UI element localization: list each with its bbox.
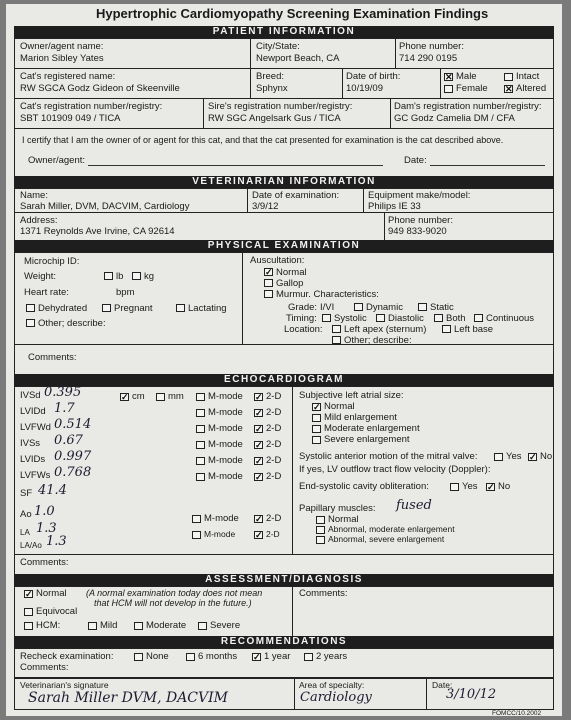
recheck-label: Recheck examination: [20,651,114,662]
pregnant-checkbox[interactable] [102,304,111,312]
lactating-checkbox[interactable] [176,304,185,312]
vet-header: VETERINARIAN INFORMATION [14,176,554,188]
vet-address-label: Address: [20,215,58,226]
echo-row-value: 0.768 [54,465,92,480]
physical-comments-label: Comments: [28,352,77,363]
severe-label: Severe [210,620,241,631]
twod-checkbox[interactable]: ✓ [255,408,263,418]
continuous-checkbox[interactable] [474,314,483,322]
breed-label: Breed: [256,71,284,82]
sam-yes-checkbox[interactable] [494,453,503,461]
la-option-label: Severe enlargement [324,434,410,445]
echo-row-value: 0.67 [54,433,83,448]
diastolic-checkbox[interactable] [376,314,385,322]
static-label: Static [430,302,454,313]
owner-phone-value: 714 290 0195 [399,53,458,64]
murmur-checkbox[interactable] [264,290,273,298]
left-apex-checkbox[interactable] [332,325,341,333]
mmode-checkbox[interactable] [196,473,205,481]
exam-date-label: Date of examination: [252,190,340,201]
normal-auscultation-label: Normal [276,267,307,278]
city-value: Newport Beach, CA [256,53,340,64]
recheck-2years-label: 2 years [316,651,348,662]
echo-row-label: SF [20,488,33,499]
twod-label: 2-D [266,391,282,402]
mild-checkbox[interactable] [88,622,97,630]
diastolic-label: Diastolic [388,313,424,324]
owner-value: Marion Sibley Yates [20,53,104,64]
female-checkbox[interactable] [444,85,453,93]
recheck-1year-label: 1 year [264,651,291,662]
twod-checkbox[interactable]: ✓ [255,530,263,540]
mmode-label: M-mode [208,471,243,482]
hcm-label: HCM: [36,620,61,631]
esco-no-checkbox[interactable]: ✓ [487,482,495,492]
mmode-label: M-mode [208,407,243,418]
equivocal-label: Equivocal [36,606,78,617]
normal-auscultation-checkbox[interactable]: ✓ [265,267,273,277]
twod-label: 2-D [266,455,282,466]
intact-label: Intact [516,71,540,82]
mmode-checkbox[interactable] [196,393,205,401]
form-title: Hypertrophic Cardiomyopathy Screening Examination Findings [96,6,489,21]
echo-row-value: 0.997 [54,449,92,464]
grade-label: Grade: [288,302,318,313]
esco-no-label: No [498,481,511,492]
left-apex-label: Left apex (sternum) [344,324,427,335]
severe-checkbox[interactable] [198,622,207,630]
mmode-checkbox[interactable] [196,441,205,449]
murmur-label: Murmur. Characteristics: [276,289,379,300]
sam-yes-label: Yes [506,451,522,462]
mmode-checkbox[interactable] [196,457,205,465]
twod-label: 2-D [266,407,282,418]
owner-label: Owner/agent name: [20,41,104,52]
mmode-label: M-mode [204,529,236,539]
owner-phone-label: Phone number: [399,41,464,52]
normal-diagnosis-label: Normal [36,588,67,599]
pap-moderate-checkbox[interactable] [316,526,325,534]
twod-checkbox[interactable]: ✓ [255,424,263,434]
static-checkbox[interactable] [418,303,427,311]
bpm-label: bpm [116,287,135,298]
papillary-note: fused [396,498,432,513]
normal-note-line2: that HCM will not develop in the future.) [94,598,252,608]
location-label: Location: [284,324,323,335]
echo-row-value: 41.4 [38,483,67,498]
vet-address-value: 1371 Reynolds Ave Irvine, CA 92614 [20,226,175,237]
vet-phone-label: Phone number: [388,215,453,226]
twod-label: 2-D [266,513,282,524]
twod-label: 2-D [266,529,280,539]
recommendations-header: RECOMMENDATIONS [14,636,554,648]
dehydrated-label: Dehydrated [38,303,88,314]
moderate-checkbox[interactable] [134,622,143,630]
vet-name-label: Name: [20,190,48,201]
moderate-label: Moderate [146,620,187,631]
male-checkbox[interactable]: ✕ [445,72,453,82]
pap-normal-checkbox[interactable] [316,516,325,524]
lb-checkbox[interactable] [104,272,113,280]
intact-checkbox[interactable] [504,73,513,81]
mmode-label: M-mode [208,391,243,402]
la-severe-checkbox[interactable] [312,436,321,444]
registration-label: Cat's registration number/registry: [20,101,163,112]
vet-signature[interactable]: Sarah Miller DVM, DACVIM [28,690,228,706]
echo-row-label: LA/Ao [20,541,42,550]
recheck-1year-checkbox[interactable]: ✓ [253,652,261,662]
mmode-label: M-mode [208,439,243,450]
pap-option-label: Abnormal, severe enlargement [328,534,445,544]
breed-value: Sphynx [256,83,288,94]
sam-no-label: No [540,451,553,462]
twod-checkbox[interactable]: ✓ [255,456,263,466]
papillary-label: Papillary muscles: [299,503,376,514]
mmode-label: M-mode [208,423,243,434]
lactating-label: Lactating [188,303,227,314]
echo-comments-label: Comments: [20,557,69,568]
echo-row-label: Ao [20,509,32,520]
cm-checkbox[interactable]: ✓ [121,392,129,402]
gallop-checkbox[interactable] [264,279,273,287]
mmode-label: M-mode [204,513,239,524]
gallop-label: Gallop [276,278,304,289]
twod-checkbox[interactable]: ✓ [255,514,263,524]
grade-value: I/VI [320,302,335,313]
timing-label: Timing: [286,313,317,324]
recheck-none-checkbox[interactable] [134,653,143,661]
sam-label: Systolic anterior motion of the mitral valve: [299,451,478,462]
owner-signature-label: Owner/agent: [28,155,86,166]
owner-signature-line[interactable] [88,165,383,166]
weight-label: Weight: [24,271,57,282]
certification-text: I certify that I am the owner of or agent for this cat, and that the cat presented for examination is the cat described above. [22,135,504,145]
dynamic-checkbox[interactable] [354,303,363,311]
mm-label: mm [168,391,184,402]
mmode-checkbox[interactable] [196,409,205,417]
cat-name-value: RW SGCA Godz Gideon of Skeenville [20,83,180,94]
kg-label: kg [144,271,155,282]
patient-header: PATIENT INFORMATION [14,26,554,38]
female-label: Female [456,83,488,94]
assessment-comments-label: Comments: [299,588,348,599]
left-base-label: Left base [454,324,494,335]
altered-checkbox[interactable]: ✕ [505,84,513,94]
pregnant-label: Pregnant [114,303,153,314]
mmode-checkbox[interactable] [192,515,201,523]
mmode-checkbox[interactable] [196,425,205,433]
systolic-label: Systolic [334,313,367,324]
echo-row-value: 1.0 [34,504,55,519]
la-size-label: Subjective left atrial size: [299,390,404,401]
echo-row-label: LA [20,528,30,537]
microchip-label: Microchip ID: [24,256,80,267]
sire-value: RW SGC Angelsark Gus / TICA [208,113,341,124]
physical-header: PHYSICAL EXAMINATION [14,240,554,252]
heart-rate-label: Heart rate: [24,287,69,298]
owner-date-label: Date: [404,155,427,166]
mild-label: Mild [100,620,118,631]
vet-signature-label: Veterinarian's signature [20,680,109,690]
dynamic-label: Dynamic [366,302,403,313]
la-mild-checkbox[interactable] [312,414,321,422]
la-option-label: Moderate enlargement [324,423,420,434]
pap-option-label: Normal [328,514,359,525]
sire-label: Sire's registration number/registry: [208,101,353,112]
kg-checkbox[interactable] [132,272,141,280]
hcm-checkbox[interactable] [24,622,33,630]
other-location-label: Other; describe: [344,335,412,346]
esco-label: End-systolic cavity obliteration: [299,481,429,492]
twod-checkbox[interactable]: ✓ [255,440,263,450]
signature-date-label: Date: [432,680,453,690]
equivocal-checkbox[interactable] [24,608,33,616]
specialty-label: Area of specialty: [299,680,365,690]
recheck-6months-label: 6 months [198,651,238,662]
signature-date-value: 3/10/12 [446,687,497,702]
altered-label: Altered [516,83,547,94]
twod-label: 2-D [266,439,282,450]
specialty-value: Cardiology [300,690,372,705]
cm-label: cm [132,391,145,402]
echo-row-label: LVFWd [20,422,51,433]
esco-yes-checkbox[interactable] [450,483,459,491]
twod-label: 2-D [266,423,282,434]
mmode-checkbox[interactable] [192,531,201,539]
lb-label: lb [116,271,124,282]
exam-date-value: 3/9/12 [252,201,279,212]
exam-form [6,4,562,716]
echo-row-value: 1.7 [54,401,75,416]
dam-label: Dam's registration number/registry: [394,101,542,112]
footer-code: FOMCC/10.2002 [492,710,542,717]
echo-row-value: 0.514 [54,417,92,432]
continuous-label: Continuous [486,313,535,324]
echo-row-label: LVFWs [20,470,51,481]
other-label: Other; describe: [38,318,106,329]
recheck-6months-checkbox[interactable] [186,653,195,661]
left-base-checkbox[interactable] [442,325,451,333]
echo-row-value: 1.3 [46,534,67,549]
dam-value: GC Godz Camelia DM / CFA [394,113,515,124]
dehydrated-checkbox[interactable] [26,304,35,312]
sam-no-checkbox[interactable]: ✓ [529,452,537,462]
male-label: Male [456,71,477,82]
lvot-label: If yes, LV outflow tract flow velocity (Doppler): [299,464,491,475]
registration-value: SBT 101909 049 / TICA [20,113,121,124]
twod-checkbox[interactable]: ✓ [255,392,263,402]
auscultation-label: Auscultation: [250,255,305,266]
owner-date-line[interactable] [430,165,545,166]
city-label: City/State: [256,41,300,52]
echo-row-value: 0.395 [44,385,82,400]
la-normal-checkbox[interactable]: ✓ [313,402,321,412]
other-location-checkbox[interactable] [332,336,341,344]
la-option-label: Mild enlargement [324,412,397,423]
other-checkbox[interactable] [26,319,35,327]
echo-row-label: LVIDd [20,406,46,417]
echo-row-label: IVSs [20,438,41,449]
dob-value: 10/19/09 [346,83,383,94]
mmode-label: M-mode [208,455,243,466]
esco-yes-label: Yes [462,481,478,492]
la-moderate-checkbox[interactable] [312,425,321,433]
cat-name-label: Cat's registered name: [20,71,116,82]
vet-name-value: Sarah Miller, DVM, DACVIM, Cardiology [20,201,190,212]
mm-checkbox[interactable] [156,393,165,401]
pap-severe-checkbox[interactable] [316,536,325,544]
both-label: Both [446,313,466,324]
recommendations-comments-label: Comments: [20,662,69,673]
echo-header: ECHOCARDIOGRAM [14,374,554,386]
echo-row-label: LVIDs [20,454,46,465]
recheck-2years-checkbox[interactable] [304,653,313,661]
dob-label: Date of birth: [346,71,401,82]
systolic-checkbox[interactable] [322,314,331,322]
echo-row-value: 1.3 [36,521,57,536]
twod-checkbox[interactable]: ✓ [255,472,263,482]
equipment-label: Equipment make/model: [368,190,471,201]
vet-phone-value: 949 833-9020 [388,226,447,237]
recheck-none-label: None [146,651,169,662]
normal-diagnosis-checkbox[interactable]: ✓ [25,589,33,599]
normal-note-line1: (A normal examination today does not mean [86,588,263,598]
twod-label: 2-D [266,471,282,482]
equipment-value: Philips IE 33 [368,201,421,212]
la-option-label: Normal [324,401,355,412]
both-checkbox[interactable] [434,314,443,322]
assessment-header: ASSESSMENT/DIAGNOSIS [14,574,554,586]
pap-option-label: Abnormal, moderate enlargement [328,524,455,534]
echo-row-label: IVSd [20,390,41,401]
